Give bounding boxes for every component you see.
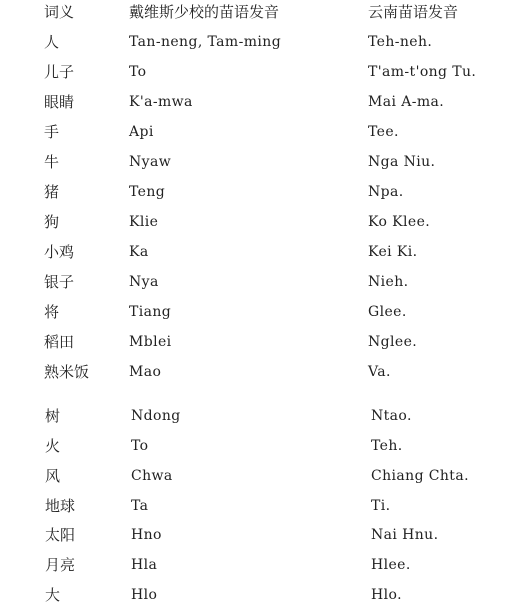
yunnan-cell: Nieh. bbox=[368, 274, 409, 290]
meaning-cell: 狗 bbox=[44, 213, 60, 231]
meaning-cell: 大 bbox=[45, 586, 61, 604]
table-row bbox=[0, 60, 517, 84]
davis-cell: Chwa bbox=[131, 468, 173, 484]
yunnan-cell: Mai A-ma. bbox=[368, 94, 445, 110]
davis-cell: Mblei bbox=[129, 334, 172, 350]
davis-cell: Hlo bbox=[131, 587, 158, 603]
yunnan-cell: Va. bbox=[368, 364, 391, 380]
meaning-cell: 牛 bbox=[44, 153, 60, 171]
davis-cell: Ta bbox=[131, 498, 149, 514]
table-row bbox=[0, 300, 517, 324]
meaning-cell: 火 bbox=[45, 437, 61, 455]
davis-cell: Ndong bbox=[131, 408, 181, 424]
meaning-cell: 猪 bbox=[44, 183, 60, 201]
yunnan-cell: Teh-neh. bbox=[368, 34, 433, 50]
yunnan-cell: Npa. bbox=[368, 184, 404, 200]
table-row bbox=[0, 464, 517, 488]
meaning-cell: 人 bbox=[44, 33, 60, 51]
yunnan-cell: Ntao. bbox=[371, 408, 412, 424]
table-row bbox=[0, 404, 517, 428]
table-row bbox=[0, 583, 517, 607]
davis-cell: Hla bbox=[131, 557, 158, 573]
meaning-cell: 眼睛 bbox=[44, 93, 75, 111]
table-row bbox=[0, 90, 517, 114]
table-row bbox=[0, 360, 517, 384]
davis-cell: Klie bbox=[129, 214, 159, 230]
davis-cell: Nyaw bbox=[129, 154, 172, 170]
yunnan-cell: T'am-t'ong Tu. bbox=[368, 64, 477, 80]
davis-cell: Mao bbox=[129, 364, 162, 380]
meaning-cell: 稻田 bbox=[44, 333, 75, 351]
header-meaning: 词义 bbox=[44, 3, 75, 21]
table-row bbox=[0, 30, 517, 54]
davis-cell: Hno bbox=[131, 527, 162, 543]
table-row bbox=[0, 434, 517, 458]
yunnan-cell: Teh. bbox=[371, 438, 403, 454]
davis-cell: To bbox=[131, 438, 149, 454]
davis-cell: Tan-neng, Tam-ming bbox=[129, 34, 282, 50]
table-row bbox=[0, 180, 517, 204]
davis-cell: Teng bbox=[129, 184, 166, 200]
yunnan-cell: Kei Ki. bbox=[368, 244, 418, 260]
header-row bbox=[0, 0, 517, 24]
yunnan-cell: Nglee. bbox=[368, 334, 418, 350]
yunnan-cell: Ko Klee. bbox=[368, 214, 431, 230]
yunnan-cell: Nai Hnu. bbox=[371, 527, 439, 543]
table-row bbox=[0, 240, 517, 264]
meaning-cell: 手 bbox=[44, 123, 60, 141]
meaning-cell: 儿子 bbox=[44, 63, 75, 81]
meaning-cell: 风 bbox=[45, 467, 61, 485]
yunnan-cell: Ti. bbox=[371, 498, 391, 514]
table-row bbox=[0, 330, 517, 354]
table-row bbox=[0, 523, 517, 547]
yunnan-cell: Glee. bbox=[368, 304, 407, 320]
table-row bbox=[0, 120, 517, 144]
meaning-cell: 熟米饭 bbox=[44, 363, 90, 381]
table-row bbox=[0, 553, 517, 577]
table-row bbox=[0, 210, 517, 234]
meaning-cell: 小鸡 bbox=[44, 243, 75, 261]
davis-cell: Ka bbox=[129, 244, 149, 260]
table-row bbox=[0, 270, 517, 294]
davis-cell: K'a-mwa bbox=[129, 94, 193, 110]
davis-cell: Tiang bbox=[129, 304, 172, 320]
davis-cell: Nya bbox=[129, 274, 159, 290]
table-row bbox=[0, 494, 517, 518]
yunnan-cell: Hlee. bbox=[371, 557, 411, 573]
meaning-cell: 太阳 bbox=[45, 526, 76, 544]
yunnan-cell: Chiang Chta. bbox=[371, 468, 469, 484]
meaning-cell: 银子 bbox=[44, 273, 75, 291]
yunnan-cell: Tee. bbox=[368, 124, 399, 140]
meaning-cell: 月亮 bbox=[45, 556, 76, 574]
davis-cell: To bbox=[129, 64, 147, 80]
meaning-cell: 树 bbox=[45, 407, 61, 425]
meaning-cell: 地球 bbox=[45, 497, 76, 515]
davis-cell: Api bbox=[129, 124, 154, 140]
table-row bbox=[0, 150, 517, 174]
yunnan-cell: Hlo. bbox=[371, 587, 402, 603]
meaning-cell: 将 bbox=[44, 303, 60, 321]
yunnan-cell: Nga Niu. bbox=[368, 154, 436, 170]
header-yunnan-pronunciation: 云南苗语发音 bbox=[368, 3, 459, 21]
header-davis-pronunciation: 戴维斯少校的苗语发音 bbox=[129, 3, 280, 21]
